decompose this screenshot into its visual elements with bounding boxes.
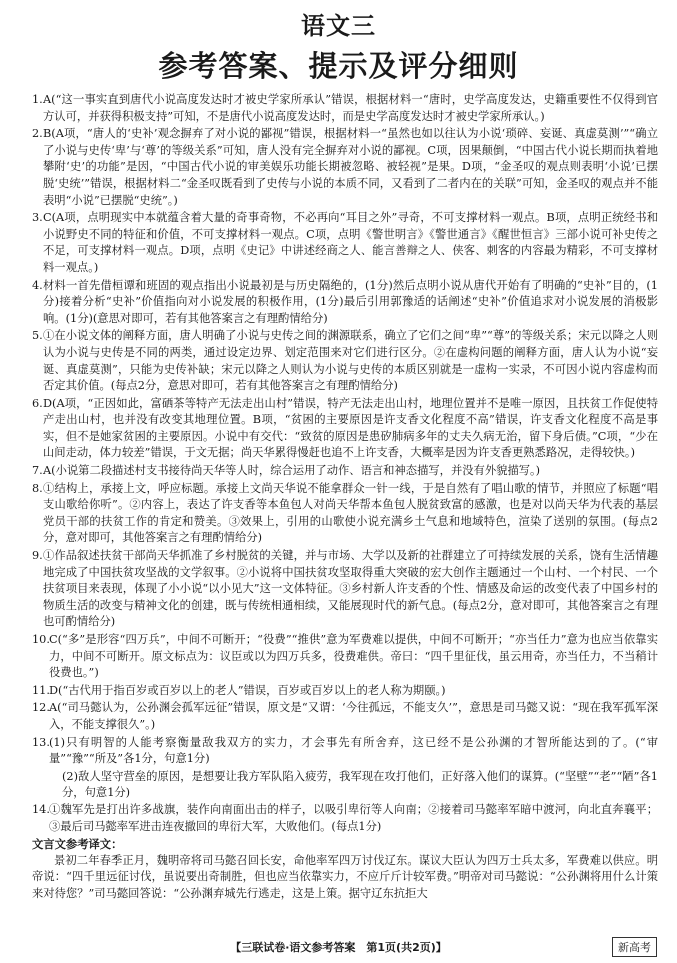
- answer-item: [32, 735, 658, 768]
- edition-badge: 新高考: [612, 937, 657, 957]
- answer-item: [32, 92, 658, 125]
- answer-subitem: (2)敌人坚守营垒的原因，是想要让我方军队陷入疲劳，我军现在攻打他们，正好落入他们的谋算。(“坚壁”“老”“陋”各1分，句意1分): [62, 769, 658, 800]
- answer-number: 4.: [32, 278, 43, 292]
- page-footer: [0, 937, 677, 957]
- answer-item: [32, 210, 658, 276]
- answer-item: [32, 328, 658, 394]
- answer-number: 3.: [32, 211, 43, 225]
- answer-number: 6.: [32, 396, 43, 410]
- answer-item: [32, 683, 658, 700]
- answer-number: 7.: [32, 464, 43, 478]
- answer-item: [32, 802, 658, 835]
- answer-text: 材料一首先借桓谭和班固的观点指出小说最初是与历史隔绝的，(1分)然后点明小说从唐代开始有了明确的“史补”目的，(1分)接着分析“史补”价值指向对小说发展的积极作用，(1分)最后引用郭豫适的话阐述“史补”价值追求对小说发展的消极影响。(1分)(意思对即可，若有其他答案言之有理酌情给分): [43, 278, 658, 325]
- answer-number: 11.: [32, 683, 50, 697]
- answer-item: [32, 396, 658, 462]
- answer-text: ①结构上，承接上文，呼应标题。承接上文尚天华说不能拿群众一针一线，于是自然有了唱山歌的情节，并照应了标题“唱支山歌给你听”。②内容上，表达了许支香等本鱼包人对尚天华帮本鱼包人脱贫致富的感激，也是对以尚天华为代表的基层党员干部的扶贫工作的肯定和赞美。③效果上，引用的山歌使小说充满乡土气息和地域特色，渲染了送别的氛围。(每点2分，意对即可，其他答案言之有理酌情给分): [43, 481, 658, 545]
- answer-text: ①作品叙述扶贫干部尚天华抓准了乡村脱贫的关键，并与市场、大学以及新的社群建立了可持续发展的关系，饶有生活情趣地完成了中国扶贫攻坚战的文学叙事。②小说将中国扶贫攻坚取得重大突破的宏大创作主题通过一个山村、一个村民、一个扶贫项目来表现，体现了小小说“以小见大”这一文体特征。③乡村新人许支香的个性、情感及命运的改变代表了中国乡村的物质生活的改变与精神文化的创建，既与传统相通相续，又能展现时代的新气息。(每点2分，意对即可，其他答案言之有理也可酌情给分): [43, 549, 658, 629]
- answer-text: D(A项，“正因如此，富硒茶等特产无法走出山村”错误，特产无法走出山村，地理位置并不是唯一原因，且扶贫工作促使特产走出山村，也并没有改变其地理位置。B项，“贫困的主要原因是许支香文化程度不高”错误，许支香文化程度不高是事实，但不是她家贫困的主要原因。小说中有交代：“致贫的原因是患矽肺病多年的丈夫久病无治，留下身后债。”C项，“少在山间走动，体力较差”错误，于文无据；尚天华累得慢赶也追不上许支香，大概率是因为许支香更熟悉路况，走得较快。): [43, 396, 658, 460]
- answer-text: D(“古代用于指百岁或百岁以上的老人”错误，百岁或百岁以上的老人称为期颐。): [49, 683, 446, 697]
- answer-item: [32, 278, 658, 328]
- page-title: 语文三: [301, 11, 376, 40]
- answer-text: C(“多”是形容“四万兵”，中间不可断开；“役费”“推供”意为军费难以提供，中间不可断开；“亦当任力”意为也应当依靠实力，中间不可断开。原文标点为：议臣或以为四万兵多，役费难供。帝曰：“四千里征伐，虽云用奇，亦当任力，不当稍计役费也。”): [49, 633, 658, 680]
- answer-text: (1)只有明智的人能考察衡量敌我双方的实力，才会事先有所舍弃，这已经不是公孙渊的才智所能达到的了。(“审量”“豫”“所及”各1分，句意1分): [49, 735, 658, 766]
- page-subtitle: 参考答案、提示及评分细则: [158, 49, 519, 83]
- answer-text: A(“这一事实直到唐代小说高度发达时才被史学家所承认”错误，根据材料一“唐时，史学高度发达，史籍重要性不仅得到官方认可，并获得积极支持”可知，不是唐代小说高度发达时，而是史学高度发达时才被史学家所承认。): [43, 93, 658, 123]
- answer-number: 1.: [32, 93, 43, 106]
- answer-number: 5.: [32, 329, 43, 343]
- answer-text: ①在小说文体的阐释方面，唐人明确了小说与史传之间的渊源联系，确立了它们之间“卑”“尊”的等级关系；宋元以降之人则认为小说与史传是不同的两类，通过设定边界、划定范围来对它们进行区分。②在虚构问题的阐释方面，唐人认为小说“妄诞、真虚莫测”，只能为史传补缺；宋元以降之人则认为小说与史传的本质区别就是一虚构一实录，不可因小说内容虚构而否定其价值。(每点2分，意思对即可，若有其他答案言之有理酌情给分): [43, 329, 658, 393]
- answer-item: [32, 548, 658, 631]
- answer-number: 14.: [32, 802, 50, 816]
- answer-item: [32, 632, 658, 682]
- answer-number: 12.: [32, 701, 50, 715]
- answer-text: A(“司马懿认为，公孙渊会孤军远征”错误，原文是“又谓：‘今往孤远，不能支久’”，意思是司马懿又说：“现在我军孤军深入，不能支撑很久”。): [49, 701, 658, 731]
- answer-number: 2.: [32, 127, 43, 141]
- footer-page-info: 【三联试卷·语文参考答案 第1页(共2页)】: [230, 941, 447, 954]
- answer-item: [32, 481, 658, 547]
- answer-text: ①魏军先是打出许多战旗，装作向南面出击的样子，以吸引卑衍等人向南；②接着司马懿率军暗中渡河，向北直奔襄平；③最后司马懿率军进击连夜撤回的卑衍大军，大败他们。(每点1分): [49, 802, 658, 833]
- answer-number: 13.: [32, 735, 50, 749]
- translation-heading: 文言文参考译文：: [32, 837, 123, 852]
- answer-item: [32, 126, 658, 209]
- answer-item: [32, 463, 658, 480]
- answer-number: 9.: [32, 549, 43, 563]
- answer-number: 10.: [32, 633, 50, 646]
- translation-text: 景初二年春季正月，魏明帝将司马懿召回长安，命他率军四万讨伐辽东。谋议大臣认为四万士兵太多，军费难以供应。明帝说：“四千里远征讨伐，虽说要出奇制胜，但也应当依靠实力，不应斤斤计较军费。”明帝对司马懿说：“公孙渊将用什么计策来对待您？”司马懿回答说：“公孙渊弃城先行逃走，这是上策。据守辽东抗拒大: [32, 853, 658, 900]
- answers-list: [32, 92, 658, 903]
- answer-text: A(小说第二段描述村支书接待尚天华等人时，综合运用了动作、语言和神态描写，并没有外貌描写。): [43, 464, 541, 478]
- answer-number: 8.: [32, 481, 43, 495]
- answer-text: C(A项，点明现实中本就蕴含着大量的奇事奇物，不必再向“耳目之外”寻奇，不可支撑材料一观点。B项，点明正统经书和小说野史不同的特征和价值，不可支撑材料一观点。C项，点明《警世明言》《警世通言》《醒世恒言》三部小说可补史传之不足，可支撑材料一观点。D项，点明《史记》中讲述经商之人、能言善辩之人、侠客、刺客的内容最为精彩，不可支撑材料一观点。): [43, 211, 658, 274]
- answer-text: B(A项，“唐人的‘史补’观念摒弃了对小说的鄙视”错误，根据材料一“虽然也如以往认为小说‘琐碎、妄诞、真虚莫测’”“确立了小说与史传‘卑’与‘尊’的等级关系”可知，唐人没有完全摒弃对小说的鄙视。C项，因果颠倒，“中国古代小说长期而执着地攀附‘史’的功能”是因，“中国古代小说的审美娱乐功能长期被忽略、被轻视”是果。D项，“金圣叹的观点则表明‘小说’已摆脱‘史统’”错误，根据材料二“金圣叹既看到了史传与小说的本质不同，又看到了二者内在的关联”可知，金圣叹的观点并不能表明“小说”已摆脱“史统”。): [43, 127, 658, 207]
- answer-item: [32, 700, 658, 733]
